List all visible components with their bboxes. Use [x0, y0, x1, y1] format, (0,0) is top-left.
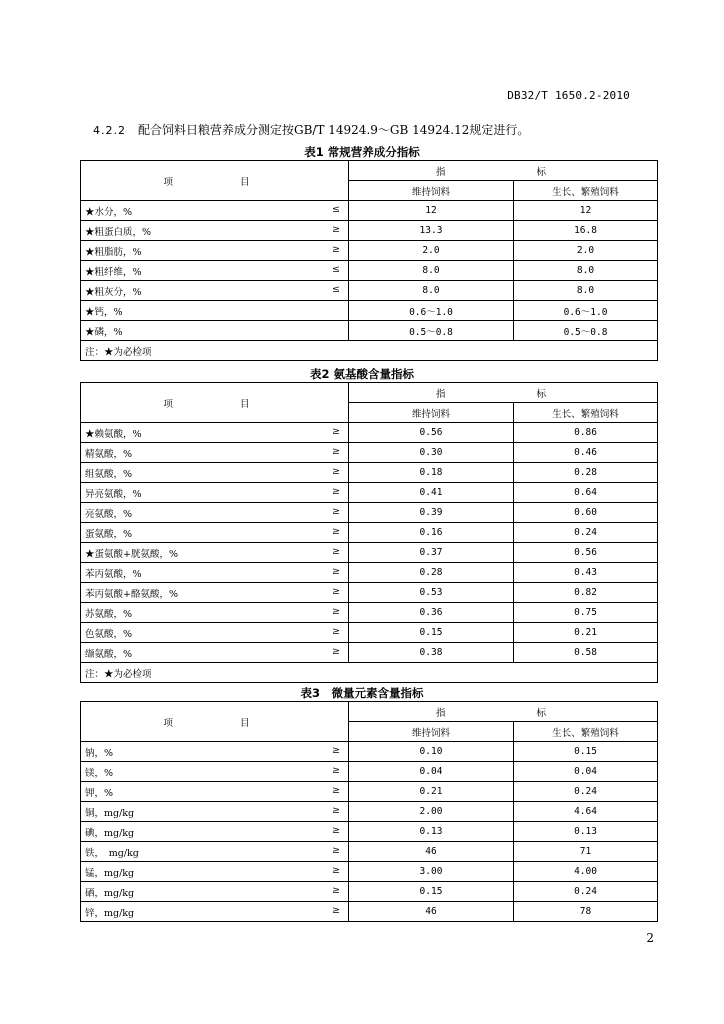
- table-row: [81, 742, 658, 762]
- maintain-value: 0.39: [349, 503, 514, 523]
- table-row: [81, 563, 658, 583]
- table-row: [81, 301, 658, 321]
- document-code: DB32/T 1650.2-2010: [507, 89, 630, 102]
- item-name: 铁， mg/kg: [85, 847, 139, 859]
- comparison-symbol: ≥: [332, 244, 340, 255]
- item-column-header: 项 目: [81, 383, 349, 423]
- maintain-value: 0.30: [349, 443, 514, 463]
- item-cell: [81, 623, 349, 643]
- item-name: 苯丙氨酸，%: [85, 568, 142, 580]
- comparison-symbol: ≥: [332, 606, 340, 617]
- maintain-value: 8.0: [349, 281, 514, 301]
- table-row: [81, 862, 658, 882]
- maintain-value: 0.6～1.0: [349, 301, 514, 321]
- item-name: ★蛋氨酸+胱氨酸，%: [85, 548, 178, 560]
- maintain-value: 0.38: [349, 643, 514, 663]
- item-cell: [81, 483, 349, 503]
- table-row: [81, 623, 658, 643]
- table-row: [81, 241, 658, 261]
- growth-value: 0.60: [514, 503, 658, 523]
- comparison-symbol: ≤: [332, 204, 340, 215]
- table2-caption: 表2 氨基酸含量指标: [309, 367, 414, 381]
- table1-body: [81, 161, 658, 361]
- growth-value: 2.0: [514, 241, 658, 261]
- table-row: [81, 802, 658, 822]
- maintain-value: 0.53: [349, 583, 514, 603]
- growth-value: 0.24: [514, 882, 658, 902]
- maintain-value: 12: [349, 201, 514, 221]
- item-cell: [81, 902, 349, 922]
- item-cell: [81, 503, 349, 523]
- item-cell: [81, 443, 349, 463]
- maintain-value: 8.0: [349, 261, 514, 281]
- maintain-feed-header: 维持饲料: [349, 722, 514, 742]
- comparison-symbol: ≥: [332, 546, 340, 557]
- table3-caption: 表3 微量元素含量指标: [300, 686, 424, 700]
- comparison-symbol: ≥: [332, 646, 340, 657]
- item-name: ★粗灰分，%: [85, 286, 142, 298]
- page-number: 2: [646, 931, 654, 945]
- item-name: 锰，mg/kg: [85, 867, 135, 879]
- comparison-symbol: ≥: [332, 626, 340, 637]
- item-cell: [81, 862, 349, 882]
- item-cell: [81, 782, 349, 802]
- comparison-symbol: ≥: [332, 506, 340, 517]
- item-name: 钠，%: [85, 747, 114, 759]
- item-name: 精氨酸，%: [85, 448, 133, 460]
- comparison-symbol: ≥: [332, 765, 340, 776]
- maintain-value: 3.00: [349, 862, 514, 882]
- item-cell: [81, 463, 349, 483]
- table-row: [81, 221, 658, 241]
- table-row: [81, 503, 658, 523]
- item-cell: [81, 543, 349, 563]
- comparison-symbol: ≥: [332, 745, 340, 756]
- comparison-symbol: ≤: [332, 264, 340, 275]
- item-cell: [81, 261, 349, 281]
- comparison-symbol: ≥: [332, 466, 340, 477]
- table-row: [81, 902, 658, 922]
- maintain-value: 46: [349, 842, 514, 862]
- maintain-value: 0.56: [349, 423, 514, 443]
- item-cell: [81, 822, 349, 842]
- item-cell: [81, 583, 349, 603]
- growth-value: 0.13: [514, 822, 658, 842]
- index-column-header: 指 标: [349, 702, 658, 722]
- table-row: [81, 483, 658, 503]
- maintain-value: 0.15: [349, 623, 514, 643]
- item-cell: [81, 201, 349, 221]
- comparison-symbol: ≥: [332, 446, 340, 457]
- item-cell: [81, 603, 349, 623]
- table-row: [81, 842, 658, 862]
- amino-acid-table: [80, 382, 658, 683]
- table-row: [81, 261, 658, 281]
- growth-value: 0.6～1.0: [514, 301, 658, 321]
- maintain-value: 46: [349, 902, 514, 922]
- maintain-value: 0.41: [349, 483, 514, 503]
- item-name: 组氨酸，%: [85, 468, 133, 480]
- maintain-value: 0.10: [349, 742, 514, 762]
- maintain-value: 0.18: [349, 463, 514, 483]
- table-row: [81, 583, 658, 603]
- item-name: ★粗脂肪，%: [85, 246, 142, 258]
- item-cell: [81, 563, 349, 583]
- nutrient-table: [80, 160, 658, 361]
- item-name: 异亮氨酸，%: [85, 488, 142, 500]
- section-number: 4.2.2: [93, 124, 126, 137]
- item-name: 亮氨酸，%: [85, 508, 133, 520]
- growth-value: 0.86: [514, 423, 658, 443]
- maintain-value: 13.3: [349, 221, 514, 241]
- trace-element-table: [80, 701, 658, 922]
- item-cell: [81, 301, 349, 321]
- item-name: 缬氨酸，%: [85, 648, 133, 660]
- table-row: [81, 603, 658, 623]
- maintain-value: 0.37: [349, 543, 514, 563]
- item-name: ★粗纤维，%: [85, 266, 142, 278]
- growth-value: 0.75: [514, 603, 658, 623]
- index-column-header: 指 标: [349, 383, 658, 403]
- maintain-value: 0.36: [349, 603, 514, 623]
- item-name: 钾，%: [85, 787, 114, 799]
- item-cell: [81, 221, 349, 241]
- growth-value: 0.24: [514, 782, 658, 802]
- item-name: 苏氨酸，%: [85, 608, 133, 620]
- maintain-value: 0.28: [349, 563, 514, 583]
- table-note-row: [81, 341, 658, 361]
- item-cell: [81, 882, 349, 902]
- item-column-header: 项 目: [81, 161, 349, 201]
- table-note: 注：★为必检项: [81, 663, 658, 683]
- growth-value: 0.28: [514, 463, 658, 483]
- growth-feed-header: 生长、繁殖饲料: [514, 181, 658, 201]
- growth-feed-header: 生长、繁殖饲料: [514, 722, 658, 742]
- growth-value: 78: [514, 902, 658, 922]
- table-row: [81, 523, 658, 543]
- comparison-symbol: ≥: [332, 586, 340, 597]
- maintain-feed-header: 维持饲料: [349, 403, 514, 423]
- maintain-value: 2.0: [349, 241, 514, 261]
- growth-value: 8.0: [514, 281, 658, 301]
- comparison-symbol: ≥: [332, 224, 340, 235]
- comparison-symbol: ≥: [332, 426, 340, 437]
- table-header-row: [81, 702, 658, 722]
- item-name: 铜，mg/kg: [85, 807, 135, 819]
- comparison-symbol: ≥: [332, 905, 340, 916]
- growth-value: 0.5～0.8: [514, 321, 658, 341]
- item-cell: [81, 742, 349, 762]
- index-column-header: 指 标: [349, 161, 658, 181]
- table-row: [81, 822, 658, 842]
- table-row: [81, 281, 658, 301]
- table-header-row: [81, 161, 658, 181]
- maintain-feed-header: 维持饲料: [349, 181, 514, 201]
- section-paragraph: [93, 121, 529, 138]
- comparison-symbol: ≥: [332, 785, 340, 796]
- maintain-value: 0.5～0.8: [349, 321, 514, 341]
- item-cell: [81, 423, 349, 443]
- growth-value: 71: [514, 842, 658, 862]
- item-name: 色氨酸，%: [85, 628, 133, 640]
- table-note: 注：★为必检项: [81, 341, 658, 361]
- table-header-row: [81, 383, 658, 403]
- item-cell: [81, 762, 349, 782]
- maintain-value: 0.04: [349, 762, 514, 782]
- section-text: 配合饲料日粮营养成分测定按GB/T 14924.9～GB 14924.12规定进行。: [138, 123, 530, 137]
- item-cell: [81, 281, 349, 301]
- table-row: [81, 321, 658, 341]
- item-column-header: 项 目: [81, 702, 349, 742]
- table-row: [81, 201, 658, 221]
- item-cell: [81, 241, 349, 261]
- item-cell: [81, 842, 349, 862]
- item-name: ★粗蛋白质，%: [85, 226, 152, 238]
- growth-value: 4.64: [514, 802, 658, 822]
- item-cell: [81, 643, 349, 663]
- item-name: 苯丙氨酸+酪氨酸，%: [85, 588, 178, 600]
- growth-value: 0.43: [514, 563, 658, 583]
- comparison-symbol: ≤: [332, 284, 340, 295]
- table-row: [81, 643, 658, 663]
- growth-value: 0.82: [514, 583, 658, 603]
- item-name: ★赖氨酸，%: [85, 428, 142, 440]
- growth-value: 16.8: [514, 221, 658, 241]
- comparison-symbol: ≥: [332, 885, 340, 896]
- comparison-symbol: ≥: [332, 486, 340, 497]
- comparison-symbol: ≥: [332, 526, 340, 537]
- table-row: [81, 543, 658, 563]
- growth-value: 0.46: [514, 443, 658, 463]
- item-cell: [81, 802, 349, 822]
- maintain-value: 0.16: [349, 523, 514, 543]
- table1-caption: 表1 常规营养成分指标: [304, 145, 420, 159]
- item-name: 碘，mg/kg: [85, 827, 135, 839]
- table-row: [81, 782, 658, 802]
- growth-value: 0.58: [514, 643, 658, 663]
- item-name: 锌，mg/kg: [85, 907, 135, 919]
- table-row: [81, 882, 658, 902]
- maintain-value: 2.00: [349, 802, 514, 822]
- comparison-symbol: ≥: [332, 865, 340, 876]
- maintain-value: 0.21: [349, 782, 514, 802]
- growth-value: 0.04: [514, 762, 658, 782]
- item-name: ★水分，%: [85, 206, 133, 218]
- comparison-symbol: ≥: [332, 845, 340, 856]
- item-name: 镁，%: [85, 767, 114, 779]
- growth-value: 12: [514, 201, 658, 221]
- growth-value: 0.15: [514, 742, 658, 762]
- growth-value: 0.24: [514, 523, 658, 543]
- growth-value: 4.00: [514, 862, 658, 882]
- growth-feed-header: 生长、繁殖饲料: [514, 403, 658, 423]
- table3-body: [81, 702, 658, 922]
- item-cell: [81, 321, 349, 341]
- table-row: [81, 423, 658, 443]
- table-row: [81, 443, 658, 463]
- growth-value: 8.0: [514, 261, 658, 281]
- table-note-row: [81, 663, 658, 683]
- growth-value: 0.56: [514, 543, 658, 563]
- item-name: 蛋氨酸，%: [85, 528, 133, 540]
- table-row: [81, 463, 658, 483]
- table-row: [81, 762, 658, 782]
- table2-body: [81, 383, 658, 683]
- growth-value: 0.21: [514, 623, 658, 643]
- item-cell: [81, 523, 349, 543]
- item-name: 硒，mg/kg: [85, 887, 135, 899]
- maintain-value: 0.15: [349, 882, 514, 902]
- growth-value: 0.64: [514, 483, 658, 503]
- comparison-symbol: ≥: [332, 805, 340, 816]
- comparison-symbol: ≥: [332, 825, 340, 836]
- maintain-value: 0.13: [349, 822, 514, 842]
- item-name: ★磷，%: [85, 326, 123, 338]
- item-name: ★钙，%: [85, 306, 123, 318]
- comparison-symbol: ≥: [332, 566, 340, 577]
